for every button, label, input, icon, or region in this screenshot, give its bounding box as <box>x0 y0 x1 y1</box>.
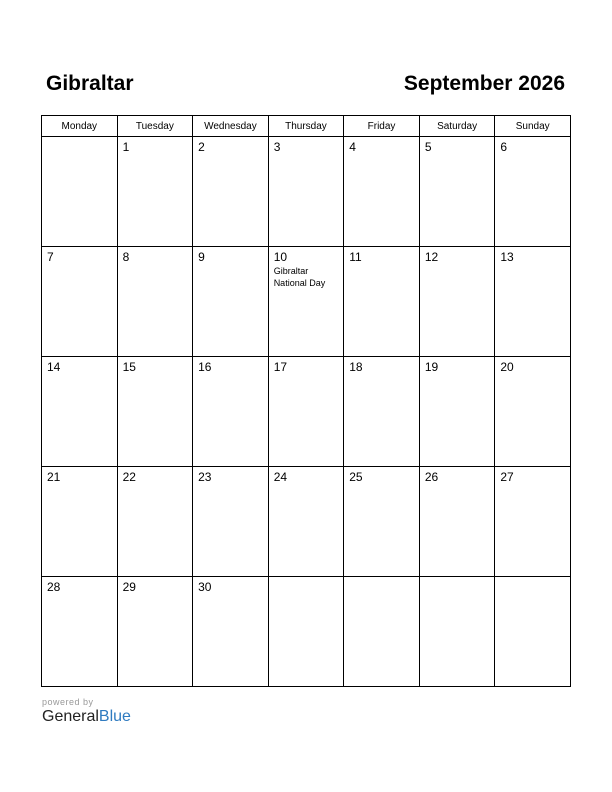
day-cell <box>344 247 420 357</box>
weekday-header: Sunday <box>495 116 571 137</box>
day-cell <box>42 577 118 687</box>
day-cell <box>495 577 571 687</box>
day-cell <box>117 247 193 357</box>
calendar-header <box>41 72 570 98</box>
day-cell <box>268 467 344 577</box>
day-cell <box>193 247 269 357</box>
day-cell <box>344 577 420 687</box>
week-row <box>42 247 571 357</box>
day-number: 28 <box>47 580 61 594</box>
day-number: 9 <box>198 250 205 264</box>
day-number: 22 <box>122 470 136 484</box>
day-cell <box>344 467 420 577</box>
weekday-header: Wednesday <box>193 116 269 137</box>
day-cell <box>495 467 571 577</box>
brand-blue: Blue <box>98 708 131 725</box>
holiday-label: Gibraltar National Day <box>273 266 326 288</box>
day-cell <box>117 467 193 577</box>
weekday-header: Tuesday <box>117 116 193 137</box>
day-number: 25 <box>349 470 363 484</box>
day-cell <box>42 467 118 577</box>
day-number: 17 <box>273 360 288 374</box>
day-cell <box>117 357 193 467</box>
day-cell <box>419 247 495 357</box>
day-cell <box>344 357 420 467</box>
weekday-header: Thursday <box>268 116 344 137</box>
day-cell <box>193 137 269 247</box>
day-cell <box>495 357 571 467</box>
month-title: September 2026 <box>403 72 565 95</box>
day-number: 16 <box>198 360 212 374</box>
brand-general: General <box>42 708 99 725</box>
weekday-header-row <box>42 116 571 137</box>
country-title: Gibraltar <box>46 72 134 95</box>
day-number: 1 <box>122 140 130 154</box>
powered-by-text: powered by <box>42 697 94 707</box>
day-number: 5 <box>424 140 432 154</box>
day-cell <box>193 577 269 687</box>
day-number: 13 <box>500 250 514 264</box>
day-number: 24 <box>273 470 288 484</box>
day-number: 10 <box>273 250 288 264</box>
calendar-body <box>42 137 571 687</box>
day-cell <box>193 357 269 467</box>
day-cell <box>495 137 571 247</box>
day-number: 19 <box>424 360 439 374</box>
day-number: 11 <box>349 250 362 264</box>
day-number: 8 <box>122 250 130 264</box>
day-cell <box>495 247 571 357</box>
day-cell <box>419 467 495 577</box>
day-cell <box>193 467 269 577</box>
week-row <box>42 467 571 577</box>
day-cell <box>419 577 495 687</box>
day-number: 26 <box>424 470 439 484</box>
day-number: 12 <box>424 250 439 264</box>
day-cell <box>117 577 193 687</box>
weekday-header: Monday <box>42 116 118 137</box>
day-cell <box>419 137 495 247</box>
day-number: 23 <box>198 470 212 484</box>
day-number: 29 <box>122 580 136 594</box>
day-cell <box>268 137 344 247</box>
calendar-grid <box>41 115 571 687</box>
day-number: 3 <box>273 140 281 154</box>
brand-logo[interactable] <box>42 708 131 726</box>
footer <box>42 697 131 726</box>
day-cell <box>419 357 495 467</box>
day-number: 30 <box>198 580 212 594</box>
day-number: 14 <box>47 360 61 374</box>
day-number: 2 <box>198 140 205 154</box>
day-number: 21 <box>47 470 61 484</box>
day-cell <box>268 577 344 687</box>
weekday-header: Friday <box>344 116 420 137</box>
day-number: 18 <box>349 360 363 374</box>
day-number: 27 <box>500 470 514 484</box>
week-row <box>42 577 571 687</box>
day-number: 6 <box>500 140 508 154</box>
day-number: 7 <box>47 250 54 264</box>
day-number: 20 <box>500 360 514 374</box>
day-cell <box>42 137 118 247</box>
day-cell <box>344 137 420 247</box>
day-cell <box>117 137 193 247</box>
day-cell <box>268 357 344 467</box>
week-row <box>42 137 571 247</box>
day-number: 4 <box>349 140 356 154</box>
day-cell <box>42 247 118 357</box>
day-number: 15 <box>122 360 136 374</box>
day-cell <box>42 357 118 467</box>
day-cell <box>268 247 344 357</box>
weekday-header: Saturday <box>419 116 495 137</box>
week-row <box>42 357 571 467</box>
